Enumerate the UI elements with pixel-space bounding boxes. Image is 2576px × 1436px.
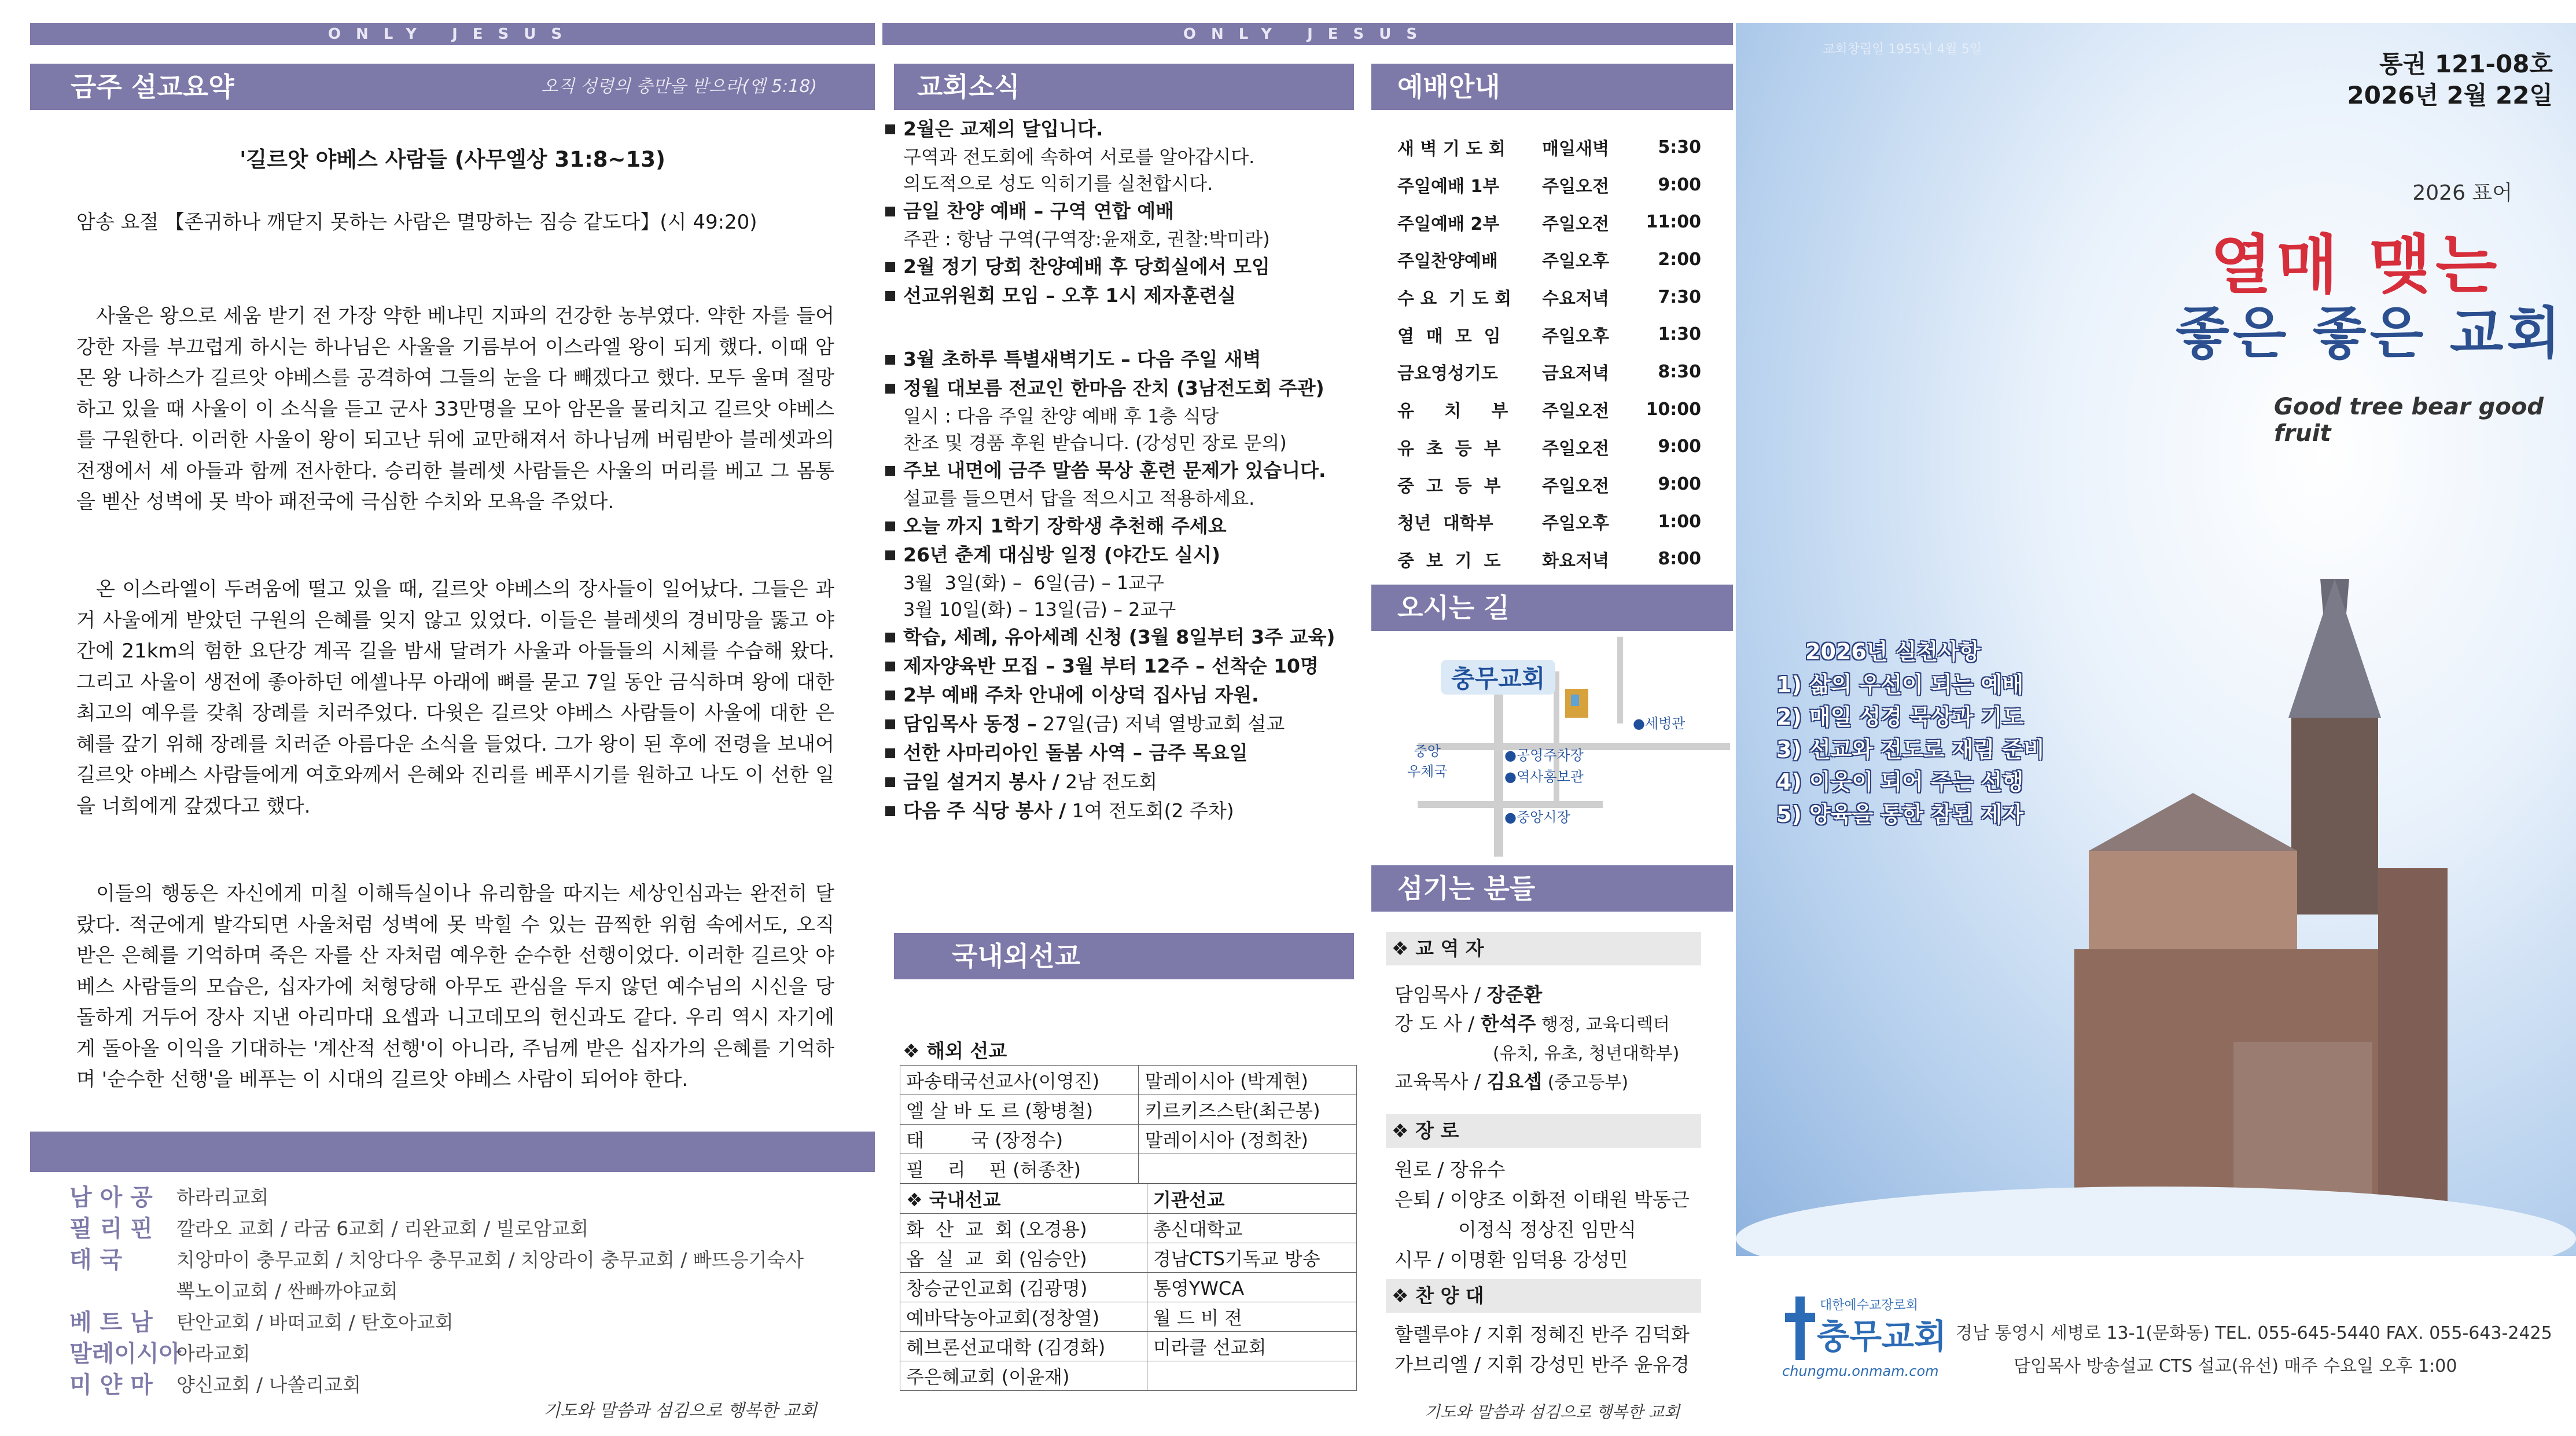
sermon-paragraph-1: 사울은 왕으로 세움 받기 전 가장 약한 베냐민 지파의 건강한 농부였다. 약한 자를 들어 강한 자를 부끄럽게 하시는 하나님은 사울을 기름부어 이스라엘 왕이 되게 했다. 이때 암몬 왕 나하스가 길르앗 야베스를 공격하여 그들의 눈을 다 빼겠다고 했다. 모두 울며 절망하고 있을 때 사울이 이 소식을 듣고 군사 33만명을 모아 암몬을 물리치고 길르앗 야베스를 구원한다. 이러한 사울이 왕이 되고난 뒤에 교만해져서 하나님께 버림받아 블레셋과의 전쟁에서 세 아들과 함께 전사한다. 승리한 블레셋 사람들은 사울의 머리를 베고 그 몸통을 벧산 성벽에 못 박아 패전국에 극심한 수치와 모욕을 주었다.: [76, 304, 834, 513]
map-label-post-office: 중앙 우체국: [1407, 743, 1448, 780]
minister-row: [1394, 1010, 1730, 1039]
news-item-title: 다음 주 식당 봉사 /: [903, 799, 1066, 822]
news-item: [885, 197, 1360, 252]
mission-churches: 치앙마이 충무교회 / 치앙다우 충무교회 / 치앙라이 충무교회 / 빠뜨응기숙사: [176, 1248, 804, 1271]
worship-header-title: 예배안내: [1397, 71, 1500, 102]
cross-logo-icon: [1785, 1297, 1815, 1360]
sermon-header: [30, 64, 875, 110]
servants-header: [1371, 865, 1733, 912]
worship-name: 주일예배 2부: [1397, 214, 1500, 234]
directions-header: [1371, 585, 1733, 631]
plan-item-2: 2) 매일 성경 묵상과 기도: [1776, 704, 2024, 730]
worship-name: 청년 대학부: [1397, 513, 1493, 534]
church-name: 충무교회: [1817, 1317, 1947, 1356]
news-item: [885, 710, 1360, 739]
minister-role: 담임목사 /: [1394, 983, 1487, 1006]
news-item: [885, 252, 1360, 281]
worship-name: 금요영성기도: [1397, 363, 1498, 384]
mission-row: [69, 1307, 868, 1338]
plan-title: 2026년 실천사항: [1805, 639, 1981, 664]
worship-day: 주일오후: [1542, 326, 1609, 347]
mission-churches: 탄안교회 / 바떠교회 / 탄호아교회: [176, 1311, 454, 1334]
map-church-label: 충무교회: [1441, 660, 1555, 695]
bullet-square-icon: [885, 691, 895, 700]
mission-country: 미 얀 마: [69, 1372, 153, 1398]
ministers-title: ❖ 교 역 자: [1392, 937, 1484, 960]
news-header-title: 교회소식: [917, 71, 1020, 102]
motto-english: Good tree bear good fruit: [2274, 394, 2544, 447]
worship-day: 수요저녁: [1542, 289, 1609, 310]
volume-number: 통권 121-08호: [2379, 50, 2553, 78]
table-cell: 창승군인교회 (김광명): [900, 1273, 1147, 1302]
table-header-cell: ❖ 국내선교: [900, 1184, 1147, 1214]
table-cell: 미라클 선교회: [1147, 1332, 1356, 1361]
choir-row: 할렐루야 / 지휘 정혜진 반주 김덕화: [1394, 1323, 1690, 1346]
worship-day: 주일오전: [1542, 401, 1609, 422]
worship-time: 9:00: [1658, 474, 1701, 495]
servants-header-title: 섬기는 분들: [1397, 873, 1536, 904]
table-cell: 키르키즈스탄(최근봉): [1139, 1095, 1357, 1125]
elders-title: ❖ 장 로: [1392, 1119, 1459, 1142]
directions-map: [1383, 637, 1730, 857]
top-band-left: ONLY JESUS: [30, 23, 875, 45]
choir-list: [1394, 1320, 1730, 1380]
worship-row: [1397, 166, 1701, 204]
worship-name: 중 보 기 도: [1397, 550, 1501, 571]
mission-row: [69, 1213, 868, 1244]
minister-name: 장준환: [1486, 983, 1543, 1006]
worship-table: [1397, 128, 1701, 578]
minister-duty: (중고등부): [1542, 1073, 1629, 1093]
mission-churches: 깔라오 교회 / 라굼 6교회 / 리완교회 / 빌로암교회: [176, 1217, 589, 1240]
news-item-title: 2부 예배 주차 안내에 이상덕 집사님 자원.: [903, 684, 1259, 706]
church-website: chungmu.onmam.com: [1782, 1363, 1939, 1379]
servants-footer: 기도와 말씀과 섬김으로 행복한 교회: [1424, 1402, 1680, 1422]
worship-time: 10:00: [1646, 399, 1701, 420]
ministers-title-bar: [1386, 932, 1701, 965]
worship-name: 수 요 기 도 회: [1397, 289, 1512, 310]
elder-row: 이정식 정상진 임만식: [1458, 1218, 1636, 1241]
elders-list: [1394, 1155, 1730, 1275]
table-cell: 말레이시아 (박계현): [1139, 1066, 1357, 1095]
worship-day: 주일오전: [1542, 214, 1609, 234]
table-row: [900, 1066, 1357, 1095]
table-cell: 화 산 교 회 (오경용): [900, 1214, 1147, 1243]
news-item: [885, 456, 1360, 512]
bullet-square-icon: [885, 748, 895, 758]
mission-country: 말레이시아: [69, 1340, 182, 1367]
denomination: 대한예수교장로회: [1820, 1298, 1919, 1313]
bullet-square-icon: [885, 633, 895, 642]
table-row: [900, 1095, 1357, 1125]
news-item-title: 제자양육반 모집 – 3월 부터 12주 – 선착순 10명: [903, 655, 1319, 677]
worship-time: 7:30: [1658, 287, 1701, 307]
news-item-title: 금일 설거지 봉사 /: [903, 770, 1059, 793]
table-row: [900, 1361, 1357, 1391]
table-header-cell: 기관선교: [1147, 1184, 1356, 1214]
mission-row: [69, 1338, 868, 1369]
minister-name: 김요셉: [1486, 1070, 1543, 1093]
bullet-square-icon: [885, 521, 895, 531]
directions-header-title: 오시는 길: [1397, 592, 1510, 623]
memory-verse: 암송 요절 【존귀하나 깨닫지 못하는 사람은 멸망하는 짐승 같도다】(시 49:20): [76, 211, 757, 234]
news-item-title: 오늘 까지 1학기 장학생 추천해 주세요: [903, 515, 1227, 537]
worship-time: 9:00: [1658, 174, 1701, 195]
worship-day: 주일오전: [1542, 177, 1609, 197]
table-cell: 헤브론선교대학 (김경화): [900, 1332, 1147, 1361]
plan-item-4: 4) 이웃이 되어 주는 선행: [1776, 769, 2024, 795]
worship-row: [1397, 465, 1701, 503]
news-item-line: 3월 3일(화) – 6일(금) – 1교구: [903, 572, 1164, 594]
plan-item-3: 3) 선교와 전도로 재림 준비: [1776, 737, 2045, 762]
news-item: [885, 652, 1360, 681]
minister-row: [1394, 981, 1730, 1010]
mission-churches: 뽁노이교회 / 싼빠까야교회: [176, 1280, 398, 1302]
elder-row: 은퇴 / 이양조 이화전 이태원 박동근: [1394, 1188, 1690, 1211]
table-cell: 필 리 핀 (허종찬): [900, 1154, 1139, 1184]
worship-row: [1397, 428, 1701, 466]
minister-role: 교육목사 /: [1394, 1070, 1487, 1093]
table-cell: 말레이시아 (정희찬): [1139, 1125, 1357, 1154]
minister-row: [1394, 1068, 1730, 1097]
bullet-square-icon: [885, 806, 895, 816]
broadcast-info: 담임목사 방송설교 CTS 설교(유선) 매주 수요일 오후 1:00: [2014, 1356, 2457, 1376]
bullet-square-icon: [885, 466, 895, 476]
worship-row: [1397, 241, 1701, 278]
worship-name: 중 고 등 부: [1397, 476, 1501, 497]
news-item: [885, 767, 1360, 796]
table-cell: 경남CTS기독교 방송: [1147, 1243, 1356, 1273]
bullet-square-icon: [885, 207, 895, 216]
worship-day: 주일오전: [1542, 438, 1609, 459]
plan-item-5: 5) 양육을 통한 참된 제자: [1776, 802, 2024, 827]
table-cell: 옵 실 교 회 (임승안): [900, 1243, 1147, 1273]
missions-footer: 기도와 말씀과 섬김으로 행복한 교회: [543, 1401, 817, 1421]
map-label-history-hall: ●역사홍보관: [1504, 769, 1584, 785]
worship-name: 주일예배 1부: [1397, 177, 1500, 197]
bullet-square-icon: [885, 662, 895, 671]
table-cell: 태 국 (장정수): [900, 1125, 1139, 1154]
news-item-line: 3월 10일(화) – 13일(금) – 2교구: [903, 598, 1176, 620]
news-item-line: 설교를 들으면서 답을 적으시고 적용하세요.: [903, 487, 1255, 509]
choir-title-bar: [1386, 1279, 1701, 1313]
worship-time: 2:00: [1658, 249, 1701, 270]
top-band-middle: ONLY JESUS: [882, 23, 1733, 45]
table-row: [900, 1214, 1357, 1243]
mission-country: [69, 1276, 176, 1307]
choir-row: 가브리엘 / 지휘 강성민 반주 윤유경: [1394, 1353, 1690, 1376]
table-row: [900, 1273, 1357, 1302]
minister-name: 한석주: [1480, 1012, 1536, 1035]
table-row: [900, 1302, 1357, 1332]
mission-country: 남 아 공: [69, 1184, 153, 1211]
table-cell: 주은혜교회 (이윤재): [900, 1361, 1147, 1391]
foreign-missions-table: [900, 1065, 1357, 1184]
news-item: [885, 281, 1360, 310]
choir-title: ❖ 찬 양 대: [1392, 1284, 1484, 1307]
worship-row: [1397, 203, 1701, 241]
domestic-missions-table: [900, 1184, 1357, 1391]
minister-duty: (유치, 유초, 청년대학부): [1493, 1044, 1680, 1064]
sermon-title: '길르앗 야베스 사람들 (사무엘상 31:8~13): [240, 147, 665, 172]
news-item: [885, 681, 1360, 710]
worship-time: 1:00: [1658, 511, 1701, 532]
sermon-paragraph-3: 이들의 행동은 자신에게 미칠 이해득실이나 유리함을 따지는 세상인심과는 완전히 달랐다. 적군에게 발각되면 사울처럼 성벽에 못 박힐 수 있는 끔찍한 위험 속에서도, 오직 받은 은혜를 기억하며 죽은 자를 산 자처럼 예우한 순수한 선행이었다. 이러한 길르앗 야베스 사람들의 모습은, 십자가에 처형당해 아무도 관심을 두지 않던 예수님의 시신을 당돌하게 거두어 장사 지낸 아리마대 요셉과 니고데모의 헌신과도 같다. 우리 역시 자기에게 돌아올 이익을 기대하는 '계산적 선행'이 아니라, 주님께 받은 십자가의 은혜를 기억하며 '순수한 선행'을 베푸는 이 시대의 길르앗 야베스 사람이 되어야 한다.: [76, 882, 834, 1091]
sermon-paragraph-2: 온 이스라엘이 두려움에 떨고 있을 때, 길르앗 야베스의 장사들이 일어났다. 그들은 과거 사울에게 받았던 구원의 은혜를 잊지 않고 있었다. 이들은 블레셋의 경비망을 뚫고 야간에 21km의 험한 요단강 계곡 길을 밤새 달려가 사울과 아들들의 시체를 수습해 왔다. 그리고 사울이 생전에 좋아하던 에셀나무 아래에 뼈를 묻고 7일 동안 금식하며 왕에 대한 최고의 예우를 갖춰 장례를 치러주었다. 다윗은 길르앗 야베스 사람들이 사울에 대한 은혜를 갚기 위해 장례를 치러준 아름다운 소식을 들었다. 그가 왕이 된 후에 전령을 보내어 길르앗 야베스 사람들에게 여호와께서 은혜와 진리를 베푸시기를 원하고 나도 이 선한 일을 너희에게 갚겠다고 했다.: [76, 578, 835, 818]
worship-name: 열 매 모 임: [1397, 326, 1501, 347]
news-item-detail: 2남 전도회: [1059, 770, 1158, 793]
news-item: [885, 796, 1360, 825]
news-item-title: 정월 대보름 전교인 한마음 잔치 (3남전도회 주관): [903, 377, 1324, 399]
table-row: [900, 1243, 1357, 1273]
news-item-title: 3월 초하루 특별새벽기도 – 다음 주일 새벽: [903, 348, 1261, 370]
worship-time: 9:00: [1658, 436, 1701, 457]
news-item-line: 일시 : 다음 주일 찬양 예배 후 1층 식당: [903, 405, 1219, 427]
worship-name: 주일찬양예배: [1397, 251, 1498, 272]
plan-item-1: 1) 삶의 우선이 되는 예배: [1776, 672, 2024, 697]
mission-row: [69, 1244, 868, 1276]
worship-time: 8:30: [1658, 361, 1701, 382]
bullet-square-icon: [885, 719, 895, 729]
news-item-title: 2월은 교제의 달입니다.: [903, 117, 1103, 140]
worship-name: 유 치 부: [1397, 401, 1508, 422]
mission-churches: 양신교회 / 나쏠리교회: [176, 1373, 361, 1396]
news-item-line: 구역과 전도회에 속하여 서로를 알아갑시다.: [903, 146, 1255, 168]
worship-name: 새 벽 기 도 회: [1397, 139, 1506, 160]
news-item-title: 선한 사마리아인 돌봄 사역 – 금주 목요일: [903, 741, 1248, 764]
news-item-title: 담임목사 동정 –: [903, 713, 1037, 735]
news-item-title: 2월 정기 당회 찬양예배 후 당회실에서 모임: [903, 255, 1270, 278]
worship-day: 화요저녁: [1542, 550, 1609, 571]
table-cell: 총신대학교: [1147, 1214, 1356, 1243]
minister-row: [1394, 1039, 1730, 1068]
worship-row: [1397, 315, 1701, 353]
cover-panel: [1736, 23, 2576, 1256]
foreign-missions-title: ❖ 해외 선교: [903, 1040, 1007, 1062]
news-list: [885, 115, 1360, 825]
map-label-parking: ●공영주차장: [1504, 747, 1584, 763]
table-row: [900, 1332, 1357, 1361]
news-item-title: 금일 찬양 예배 – 구역 연합 예배: [903, 200, 1174, 222]
elder-row: 원로 / 장유수: [1394, 1158, 1506, 1181]
missions-list: [69, 1182, 868, 1401]
worship-time: 11:00: [1646, 212, 1701, 233]
worship-row: [1397, 541, 1701, 578]
news-item: [885, 739, 1360, 767]
worship-day: 주일오전: [1542, 476, 1609, 497]
worship-name: 유 초 등 부: [1397, 438, 1501, 459]
worship-day: 주일오후: [1542, 251, 1609, 272]
table-cell: 통영YWCA: [1147, 1273, 1356, 1302]
table-header-row: [900, 1184, 1357, 1214]
worship-day: 매일새벽: [1542, 139, 1609, 160]
worship-row: [1397, 278, 1701, 316]
ministers-list: [1394, 981, 1730, 1097]
worship-row: [1397, 391, 1701, 428]
news-item-line: 찬조 및 경품 후원 받습니다. (강성민 장로 문의): [903, 432, 1287, 454]
table-cell: [1147, 1361, 1356, 1391]
worship-time: 1:30: [1658, 324, 1701, 345]
minister-role: 강 도 사 /: [1394, 1012, 1481, 1035]
church-logo: [1785, 1297, 1815, 1360]
overseas-header-title: 국내외선교: [952, 941, 1081, 972]
bullet-square-icon: [885, 777, 895, 787]
table-cell: 엘 살 바 도 르 (황병철): [900, 1095, 1139, 1125]
elders-title-bar: [1386, 1114, 1701, 1148]
motto-line2: 좋은 좋은 교회: [2176, 301, 2564, 366]
mission-row: [69, 1276, 868, 1307]
news-item-detail: 27일(금) 저녁 열방교회 설교: [1036, 713, 1285, 735]
news-item-detail: 1여 전도회(2 주차): [1066, 799, 1234, 822]
table-cell: 파송태국선교사(이영진): [900, 1066, 1139, 1095]
worship-row: [1397, 503, 1701, 541]
worship-row: [1397, 128, 1701, 166]
founding-date: 교회창립일 1955년 4월 5일: [1823, 42, 1982, 57]
motto-year: 2026 표어: [2412, 181, 2512, 205]
news-item-title: 학습, 세례, 유아세례 신청 (3월 8일부터 3주 교육): [903, 626, 1335, 648]
bullet-square-icon: [885, 291, 895, 301]
news-item: [885, 512, 1360, 541]
missions-band: [30, 1132, 875, 1172]
worship-row: [1397, 353, 1701, 391]
mission-country: 필 리 핀: [69, 1215, 153, 1242]
table-cell: 월 드 비 젼: [1147, 1302, 1356, 1332]
worship-day: 주일오후: [1542, 513, 1609, 534]
bullet-square-icon: [885, 384, 895, 394]
news-item-line: 의도적으로 성도 익히기를 실천합시다.: [903, 172, 1213, 194]
overseas-header: [894, 933, 1354, 979]
news-header: [894, 64, 1354, 110]
worship-time: 5:30: [1658, 137, 1701, 157]
mission-country: 태 국: [69, 1247, 123, 1273]
bullet-square-icon: [885, 355, 895, 365]
map-label-sebyeonggwan: ●세병관: [1633, 715, 1686, 732]
elder-row: 시무 / 이명환 임덕용 강성민: [1394, 1248, 1628, 1271]
church-address: 경남 통영시 세병로 13-1(문화동) TEL. 055-645-5440 FAX. 055-643-2425: [1956, 1323, 2552, 1343]
worship-day: 금요저녁: [1542, 363, 1609, 384]
minister-duty: 행정, 교육디렉터: [1536, 1015, 1670, 1035]
table-row: [900, 1125, 1357, 1154]
news-item-title: 26년 춘계 대심방 일정 (야간도 실시): [903, 543, 1220, 566]
sermon-header-title: 금주 설교요약: [71, 71, 234, 102]
news-item: [885, 374, 1360, 456]
news-item-line: 주관 : 항남 구역(구역장:윤재호, 권찰:박미라): [903, 228, 1270, 250]
table-row: [900, 1154, 1357, 1184]
news-item: [885, 115, 1360, 197]
mission-churches: 하라리교회: [176, 1186, 269, 1209]
worship-header: [1371, 64, 1733, 110]
bullet-square-icon: [885, 124, 895, 134]
news-item: [885, 623, 1360, 652]
bulletin-date: 2026년 2월 22일: [2347, 81, 2553, 109]
mission-churches: 아라교회: [176, 1342, 251, 1365]
sermon-header-verse: 오직 성령의 충만을 받으라(엡 5:18): [541, 76, 817, 97]
table-cell: [1139, 1154, 1357, 1184]
bullet-square-icon: [885, 550, 895, 560]
mission-row: [69, 1182, 868, 1213]
news-item-title: 주보 내면에 금주 말씀 묵상 훈련 문제가 있습니다.: [903, 459, 1326, 482]
mission-country: 베 트 남: [69, 1309, 153, 1336]
bullet-square-icon: [885, 262, 895, 272]
map-label-market: ●중앙시장: [1504, 809, 1570, 825]
news-item: [885, 345, 1360, 374]
table-cell: 예바닥농아교회(정창열): [900, 1302, 1147, 1332]
worship-time: 8:00: [1658, 549, 1701, 570]
motto-line1: 열매 맺는: [2210, 228, 2502, 302]
news-item: [885, 541, 1360, 623]
news-item-title: 선교위원회 모임 – 오후 1시 제자훈련실: [903, 284, 1237, 307]
